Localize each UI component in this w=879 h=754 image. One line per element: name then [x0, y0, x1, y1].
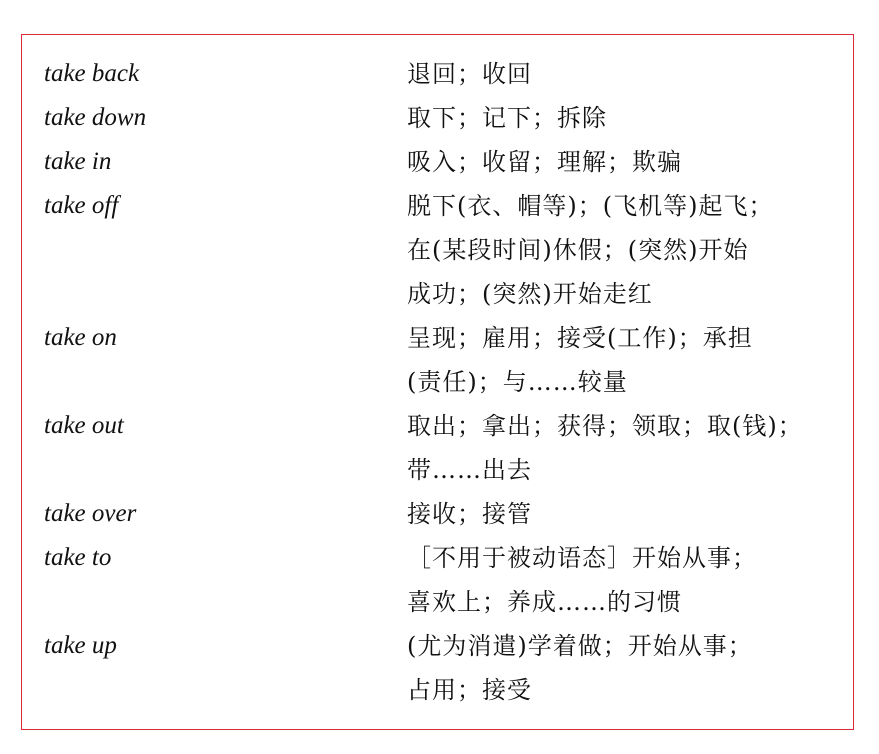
phrase-term: take on	[44, 324, 117, 351]
phrase-term: take back	[44, 60, 140, 87]
meaning-line: 呈现；雇用；接受(工作)；承担	[407, 324, 753, 352]
meaning-line: 成功；(突然)开始走红	[407, 280, 653, 308]
meaning-line: 接收；接管	[407, 500, 532, 528]
phrase-list	[22, 52, 853, 712]
phrase-term: take off	[44, 192, 119, 219]
meaning-line: 喜欢上；养成……的习惯	[407, 588, 682, 616]
meaning-line: (责任)；与……较量	[407, 368, 628, 396]
phrase-table-frame	[21, 34, 854, 730]
list-item	[22, 184, 853, 316]
meaning-line: ［不用于被动语态］开始从事；	[407, 544, 757, 572]
meaning-line: 退回；收回	[407, 60, 532, 88]
phrase-meaning	[407, 404, 853, 492]
list-item	[22, 140, 853, 184]
phrase-meaning	[407, 492, 853, 536]
phrase-meaning	[407, 184, 853, 316]
phrase-meaning	[407, 536, 853, 624]
meaning-line: 吸入；收留；理解；欺骗	[407, 148, 682, 176]
meaning-line: (尤为消遣)学着做；开始从事；	[407, 632, 753, 660]
phrase-term: take to	[44, 544, 112, 571]
meaning-line: 带……出去	[407, 456, 532, 484]
phrase-term: take over	[44, 500, 137, 527]
list-item	[22, 404, 853, 492]
list-item	[22, 492, 853, 536]
list-item	[22, 316, 853, 404]
meaning-line: 脱下(衣、帽等)；(飞机等)起飞；	[407, 192, 774, 220]
phrase-term: take in	[44, 148, 112, 175]
phrase-meaning	[407, 96, 853, 140]
list-item	[22, 624, 853, 712]
list-item	[22, 536, 853, 624]
phrase-term: take down	[44, 104, 147, 131]
phrase-term: take out	[44, 412, 124, 439]
list-item	[22, 52, 853, 96]
meaning-line: 占用；接受	[407, 676, 532, 704]
meaning-line: 取出；拿出；获得；领取；取(钱)；	[407, 412, 803, 440]
phrase-term: take up	[44, 632, 117, 659]
phrase-meaning	[407, 316, 853, 404]
phrase-meaning	[407, 52, 853, 96]
phrase-meaning	[407, 140, 853, 184]
meaning-line: 取下；记下；拆除	[407, 104, 607, 132]
meaning-line: 在(某段时间)休假；(突然)开始	[407, 236, 749, 264]
list-item	[22, 96, 853, 140]
phrase-meaning	[407, 624, 853, 712]
